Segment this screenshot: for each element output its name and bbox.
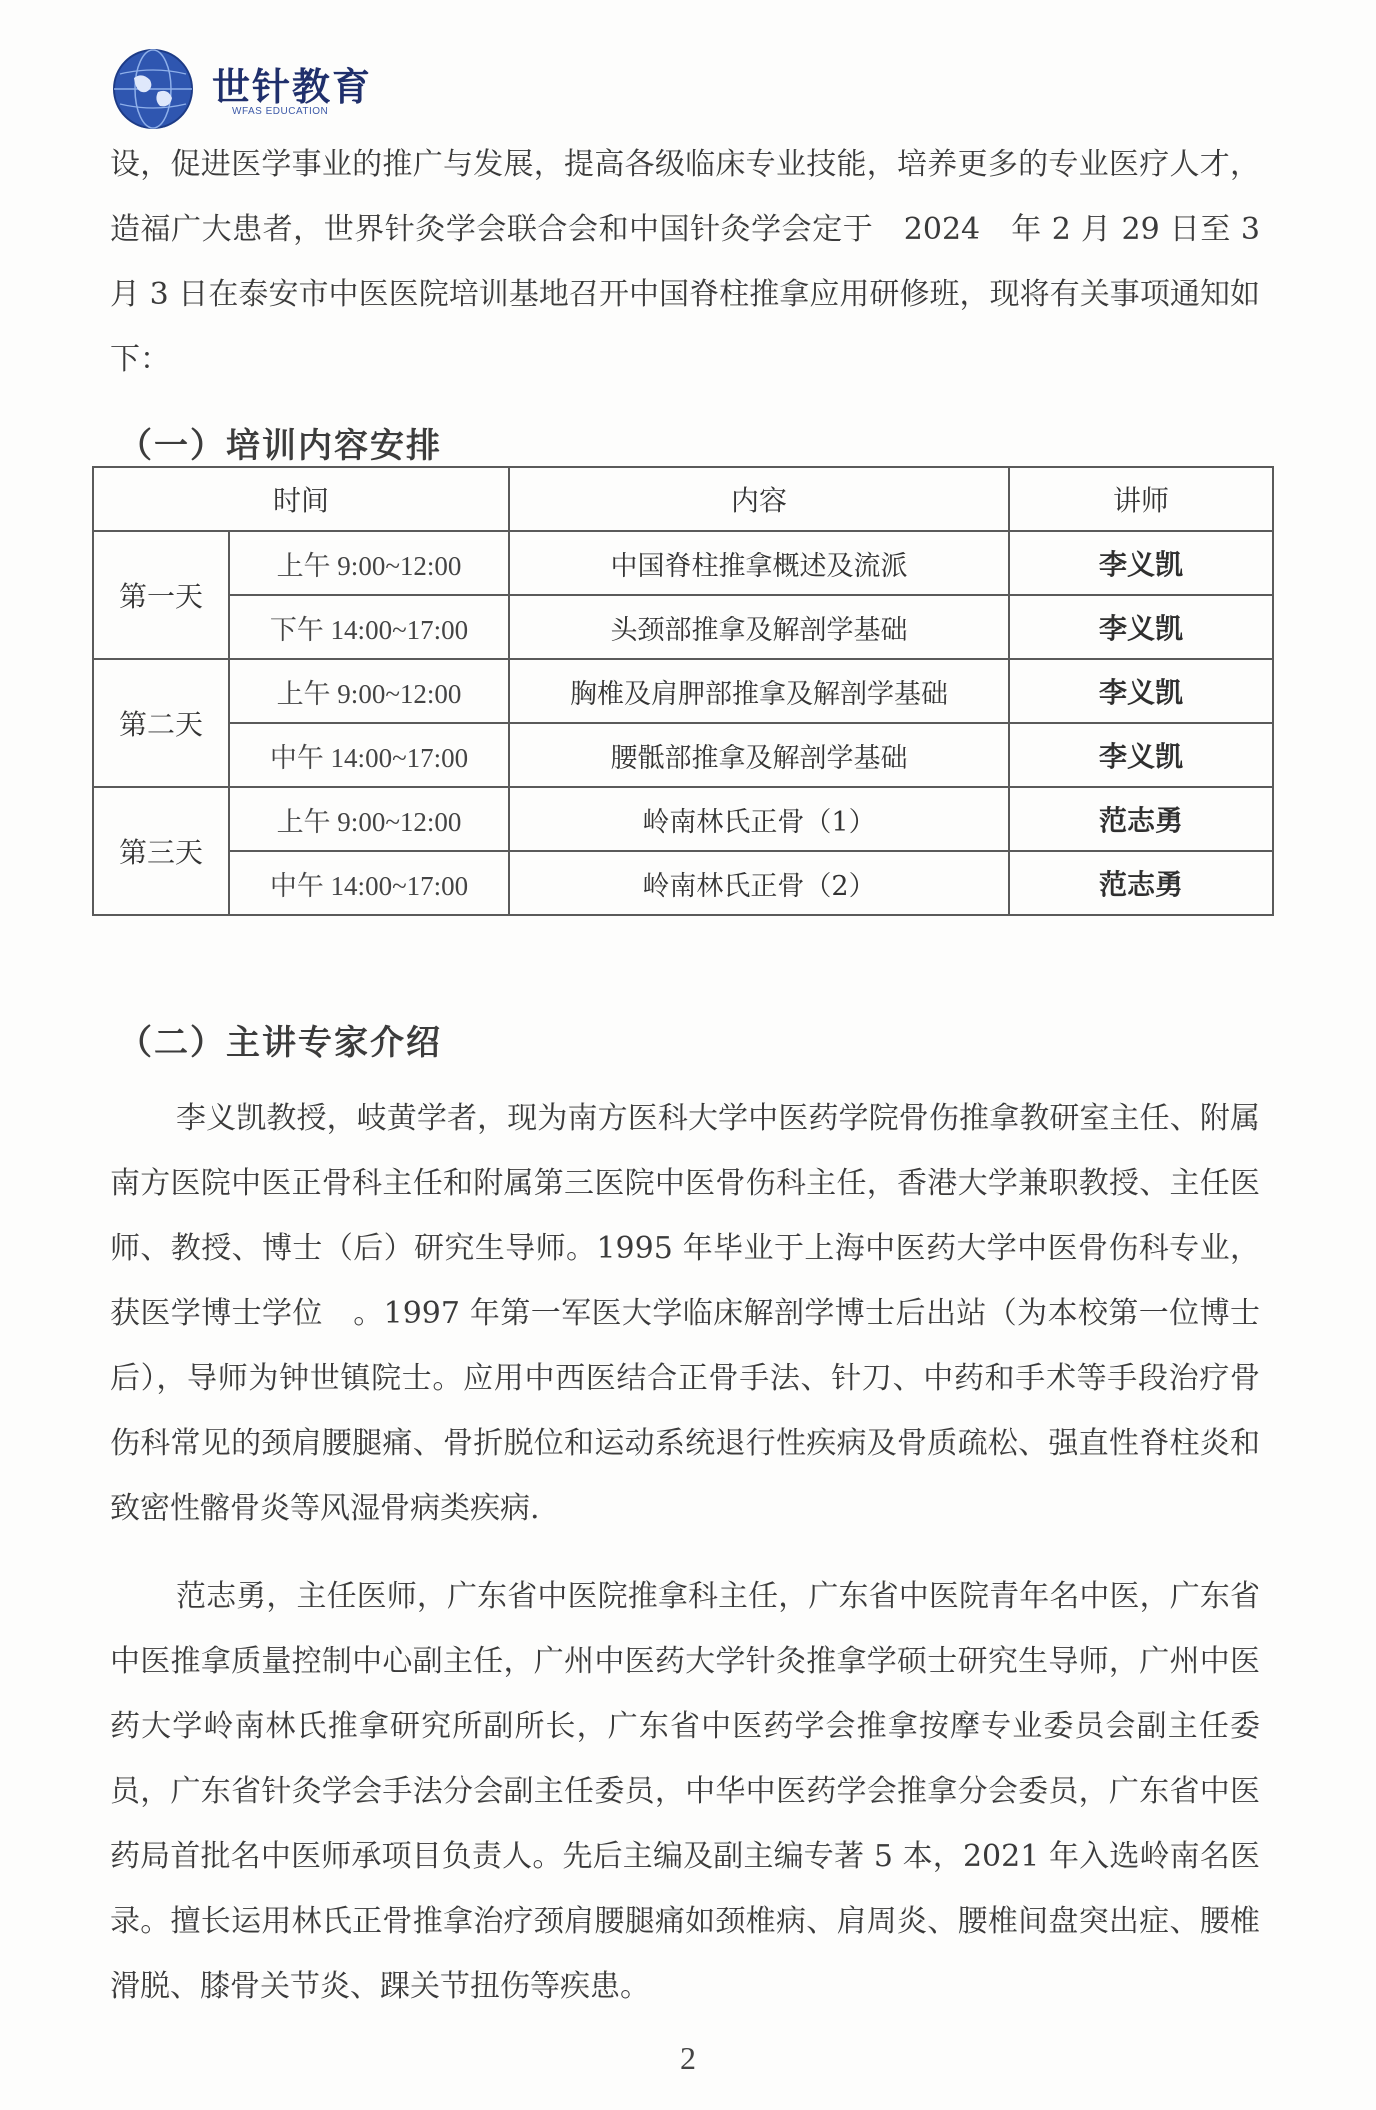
session-content: 岭南林氏正骨（1） bbox=[509, 787, 1009, 851]
session-content: 中国脊柱推拿概述及流派 bbox=[509, 531, 1009, 595]
session-time: 中午 14:00~17:00 bbox=[229, 723, 509, 787]
table-row bbox=[93, 787, 1273, 851]
session-content: 头颈部推拿及解剖学基础 bbox=[509, 595, 1009, 659]
expert-bio-li-yikai: 李义凯教授，岐黄学者，现为南方医科大学中医药学院骨伤推拿教研室主任、附属南方医院中医正骨科主任和附属第三医院中医骨伤科主任，香港大学兼职教授、主任医师、教授、博士（后）研究生导师。1995 年毕业于上海中医药大学中医骨伤科专业，获医学博士学位 。1997 年第一军医大学临床解剖学博士后出站（为本校第一位博士后），导师为钟世镇院士。应用中西医结合正骨手法、针刀、中药和手术等手段治疗骨伤科常见的颈肩腰腿痛、骨折脱位和运动系统退行性疾病及骨质疏松、强直性脊柱炎和致密性髂骨炎等风湿骨病类疾病. bbox=[110, 1101, 1260, 1526]
logo-subtitle: WFAS EDUCATION bbox=[232, 106, 329, 117]
session-time: 上午 9:00~12:00 bbox=[229, 787, 509, 851]
day-label: 第一天 bbox=[93, 531, 229, 659]
page-number: 2 bbox=[680, 2040, 696, 2076]
session-lecturer: 范志勇 bbox=[1009, 787, 1273, 851]
table-row bbox=[93, 723, 1273, 787]
session-lecturer: 李义凯 bbox=[1009, 595, 1273, 659]
session-lecturer: 李义凯 bbox=[1009, 659, 1273, 723]
session-time: 中午 14:00~17:00 bbox=[229, 851, 509, 915]
session-time: 下午 14:00~17:00 bbox=[229, 595, 509, 659]
table-row bbox=[93, 531, 1273, 595]
session-lecturer: 李义凯 bbox=[1009, 723, 1273, 787]
day-label: 第三天 bbox=[93, 787, 229, 915]
session-time: 上午 9:00~12:00 bbox=[229, 531, 509, 595]
expert-bio-fan-zhiyong: 范志勇，主任医师，广东省中医院推拿科主任，广东省中医院青年名中医，广东省中医推拿质量控制中心副主任，广州中医药大学针灸推拿学硕士研究生导师，广州中医药大学岭南林氏推拿研究所副所长，广东省中医药学会推拿按摩专业委员会副主任委员，广东省针灸学会手法分会副主任委员，中华中医药学会推拿分会委员，广东省中医药局首批名中医师承项目负责人。先后主编及副主编专著 5 本，2021 年入选岭南名医录。擅长运用林氏正骨推拿治疗颈肩腰腿痛如颈椎病、肩周炎、腰椎间盘突出症、腰椎滑脱、膝骨关节炎、踝关节扭伤等疾患。 bbox=[110, 1579, 1260, 2004]
table-row bbox=[93, 851, 1273, 915]
session-content: 胸椎及肩胛部推拿及解剖学基础 bbox=[509, 659, 1009, 723]
globe-logo-icon bbox=[112, 48, 194, 130]
schedule-table bbox=[92, 466, 1274, 916]
header-lecturer: 讲师 bbox=[1009, 467, 1273, 531]
intro-paragraph: 设，促进医学事业的推广与发展，提高各级临床专业技能，培养更多的专业医疗人才，造福广大患者，世界针灸学会联合会和中国针灸学会定于 2024 年 2 月 29 日至 3 月 3 日在泰安市中医医院培训基地召开中国脊柱推拿应用研修班，现将有关事项通知如下： bbox=[110, 147, 1260, 377]
section-title-experts: （二）主讲专家介绍 bbox=[118, 1023, 442, 1063]
session-lecturer: 李义凯 bbox=[1009, 531, 1273, 595]
session-content: 腰骶部推拿及解剖学基础 bbox=[509, 723, 1009, 787]
header-time: 时间 bbox=[93, 467, 509, 531]
table-row bbox=[93, 595, 1273, 659]
header-content: 内容 bbox=[509, 467, 1009, 531]
logo-name: 世针教育 bbox=[212, 65, 373, 109]
table-row bbox=[93, 659, 1273, 723]
section-title-schedule: （一）培训内容安排 bbox=[118, 426, 442, 466]
table-header-row bbox=[93, 467, 1273, 531]
wfas-education-logo bbox=[112, 48, 412, 128]
session-lecturer: 范志勇 bbox=[1009, 851, 1273, 915]
session-time: 上午 9:00~12:00 bbox=[229, 659, 509, 723]
session-content: 岭南林氏正骨（2） bbox=[509, 851, 1009, 915]
day-label: 第二天 bbox=[93, 659, 229, 787]
